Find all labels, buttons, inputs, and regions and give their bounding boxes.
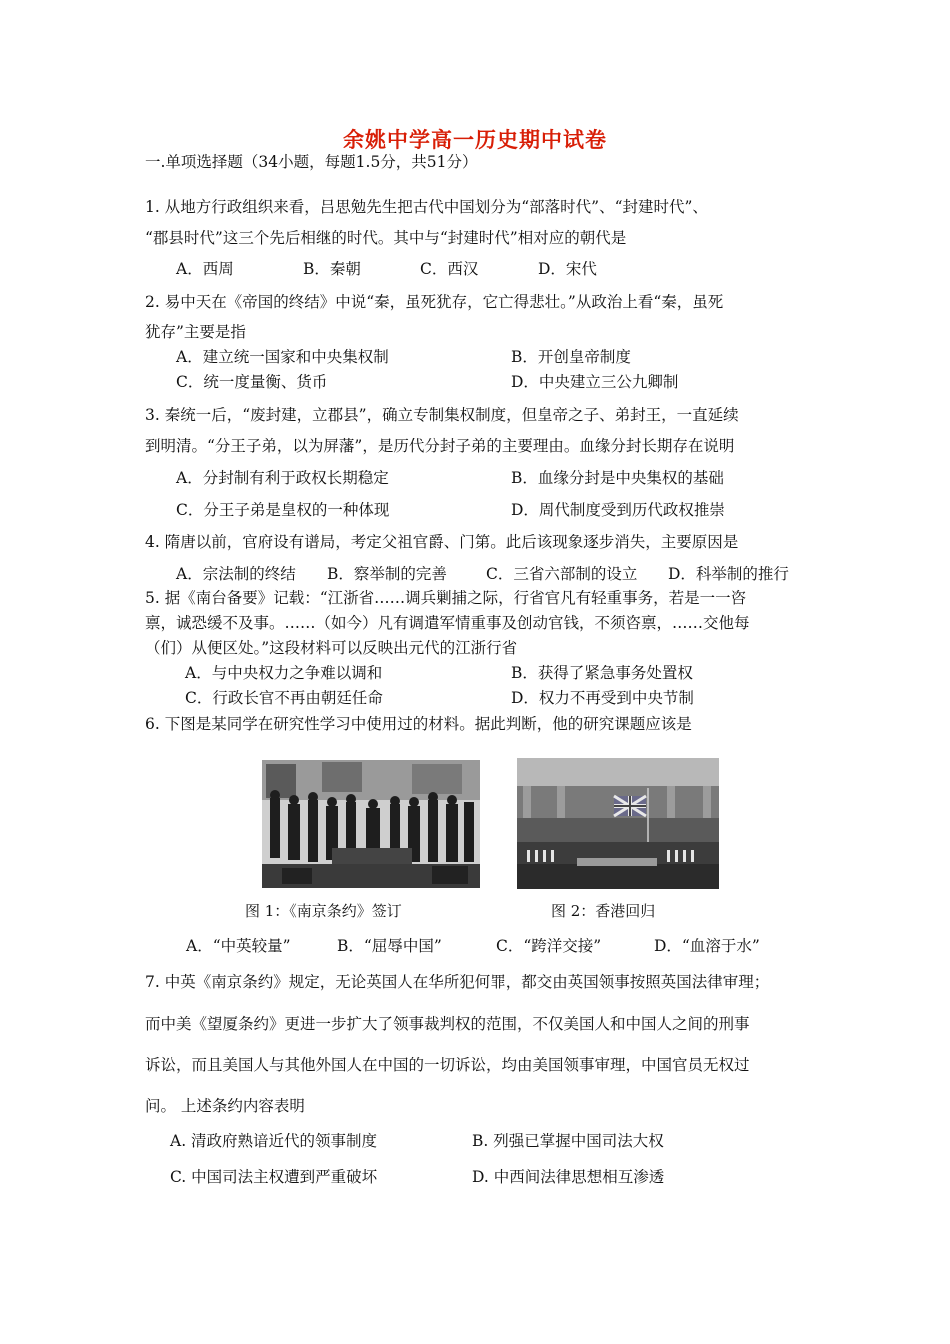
q2-stem-line2: 犹存”主要是指	[145, 323, 246, 341]
q5-stem-line1: 5. 据《南台备要》记载：“江浙省……调兵剿捕之际，行省官凡有轻重事务，若是一一咨	[145, 589, 747, 607]
q5-option-d: D．权力不再受到中央节制	[511, 689, 694, 707]
q7-option-d: D. 中西间法律思想相互渗透	[472, 1168, 665, 1186]
q5-stem-line3: （们）从便区处。”这段材料可以反映出元代的江浙行省	[145, 639, 518, 657]
q4-option-d: D．科举制的推行	[668, 565, 789, 583]
q3-option-d: D．周代制度受到历代政权推崇	[511, 501, 725, 519]
q2-option-b: B．开创皇帝制度	[511, 348, 631, 366]
q2-option-d: D．中央建立三公九卿制	[511, 373, 679, 391]
q6-option-c: C．“跨洋交接”	[496, 937, 602, 955]
exam-title: 余姚中学高一历史期中试卷	[343, 127, 607, 152]
q5-option-a: A．与中央权力之争难以调和	[185, 664, 383, 682]
figure-1-caption: 图 1：《南京条约》签订	[245, 902, 402, 920]
q6-stem-line1: 6. 下图是某同学在研究性学习中使用过的材料。据此判断，他的研究课题应该是	[145, 715, 692, 733]
figure-1-treaty-signing-photo	[262, 760, 480, 888]
q7-option-a: A. 清政府熟谙近代的领事制度	[170, 1132, 378, 1150]
q3-stem-line2: 到明清。“分王子弟，以为屏藩”，是历代分封子弟的主要理由。血缘分封长期存在说明	[145, 437, 735, 455]
q5-option-b: B．获得了紧急事务处置权	[511, 664, 693, 682]
q7-stem-line3: 诉讼，而且美国人与其他外国人在中国的一切诉讼，均由美国领事审理，中国官员无权过	[145, 1056, 750, 1074]
q4-option-c: C．三省六部制的设立	[486, 565, 638, 583]
q6-option-b: B．“屈辱中国”	[337, 937, 442, 955]
q1-stem-line2: “郡县时代”这三个先后相继的时代。其中与“封建时代”相对应的朝代是	[145, 229, 627, 247]
figure-2-hong-kong-handover-photo	[517, 758, 719, 889]
q1-option-d: D．宋代	[538, 260, 597, 278]
q6-option-a: A．“中英较量”	[186, 937, 291, 955]
q7-option-c: C. 中国司法主权遭到严重破坏	[170, 1168, 378, 1186]
q1-option-b: B．秦朝	[303, 260, 361, 278]
q5-option-c: C．行政长官不再由朝廷任命	[185, 689, 383, 707]
q3-option-c: C．分王子弟是皇权的一种体现	[176, 501, 390, 519]
q2-option-a: A．建立统一国家和中央集权制	[176, 348, 389, 366]
q5-stem-line2: 禀，诚恐缓不及事。……（如今）凡有调遣军情重事及创动官钱，不须咨禀，……交他每	[145, 614, 750, 632]
q7-stem-line4: 问。 上述条约内容表明	[145, 1097, 305, 1115]
q2-option-c: C．统一度量衡、货币	[176, 373, 328, 391]
q7-stem-line2: 而中美《望厦条约》更进一步扩大了领事裁判权的范围，不仅美国人和中国人之间的刑事	[145, 1015, 750, 1033]
q1-option-a: A．西周	[176, 260, 234, 278]
q4-stem-line1: 4. 隋唐以前，官府设有谱局，考定父祖官爵、门第。此后该现象逐步消失，主要原因是	[145, 533, 739, 551]
q7-option-b: B. 列强已掌握中国司法大权	[472, 1132, 664, 1150]
q4-option-b: B．察举制的完善	[327, 565, 447, 583]
q3-stem-line1: 3. 秦统一后，“废封建，立郡县”，确立专制集权制度，但皇帝之子、弟封王，一直延续	[145, 406, 739, 424]
q1-stem-line1: 1. 从地方行政组织来看，吕思勉先生把古代中国划分为“部落时代”、“封建时代”、	[145, 198, 708, 216]
q1-option-c: C．西汉	[420, 260, 479, 278]
q3-option-b: B．血缘分封是中央集权的基础	[511, 469, 724, 487]
q6-option-d: D．“血溶于水”	[654, 937, 760, 955]
q3-option-a: A．分封制有利于政权长期稳定	[176, 469, 389, 487]
q2-stem-line1: 2. 易中天在《帝国的终结》中说“秦，虽死犹存，它亡得悲壮。”从政治上看“秦，虽死	[145, 293, 724, 311]
figure-2-caption: 图 2：香港回归	[551, 902, 656, 920]
union-flag-icon	[614, 796, 646, 816]
q7-stem-line1: 7. 中英《南京条约》规定，无论英国人在华所犯何罪，都交由英国领事按照英国法律审理；	[145, 973, 770, 991]
section-heading: 一.单项选择题（34小题，每题1.5分，共51分）	[145, 153, 478, 171]
q4-option-a: A．宗法制的终结	[176, 565, 296, 583]
